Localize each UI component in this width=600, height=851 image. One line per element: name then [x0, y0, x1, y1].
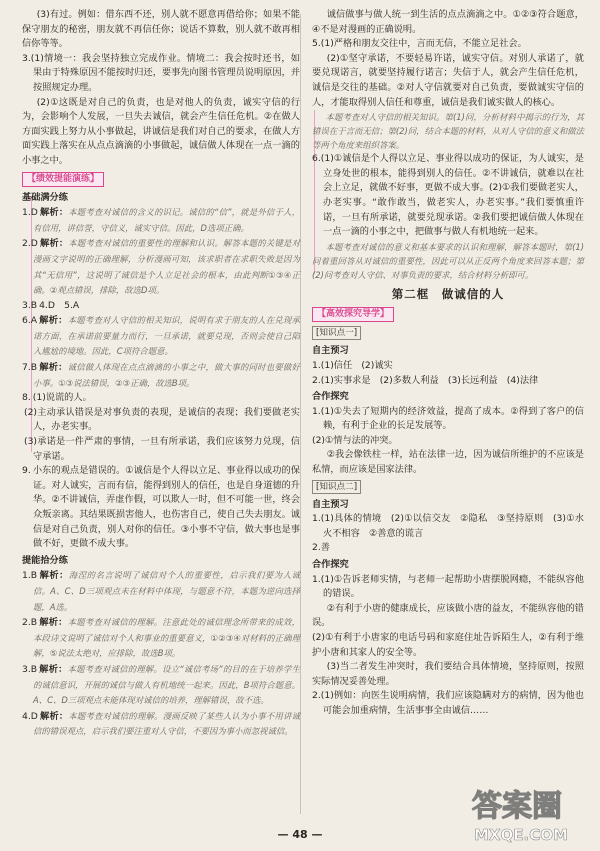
knowledge-point-label: [知识点二]: [312, 480, 361, 494]
section-heading: 第二框 做诚信的人: [391, 286, 505, 301]
watermark-site: MXQE.COM: [474, 826, 568, 844]
section-tag: 【高效探究导学】: [312, 307, 394, 322]
answer-text: 本题考查对诚信的重要性的理解和认识。解答本题的关键是对漫画文字说明的正确理解，分析漫画可知，该求职者在求职失败是因为其“无信用”，这说明了诚信是个人立足社会的根本，由此判断①③④正确。②观点错误，排除，故选D项。: [33, 238, 301, 296]
answer-text: 小东的观点是错误的。①诚信是个人得以立足、事业得以成功的保证。对人诚实，言而有信，能得到别人的信任，也是自身道德的升华。②不讲诚信，弄虚作假，可以欺人一时，但不可能一世，终会众叛亲离。其结果既损害他人，也伤害自己，使自己失去朋友。诚信是对自己负责，别人对你的信任。③小事不守信，做大事也是事做不好，更做不成大事。: [32, 465, 300, 550]
analysis-text: 本题考查对人守信的相关知识。第(1)问，分析材料中揭示的行为，其错误在于言而无信；第(2)问，结合本题的材料，从对人守信的意义和做法等两个角度来组织答案。: [312, 112, 584, 151]
answer-item: [22, 406, 300, 435]
paragraph: 2.(1)实事求是 (2)多数人利益 (3)长远利益 (4)法律: [312, 374, 539, 386]
answer-text: 本题考查对诚信的理解。设立“诚信考场”的目的在于培养学生的诚信意识，开展的诚信与做人有机地统一起来。因此，B项符合题意。A、C、D三项观点未能体现对诚信的培养，理解错误，故不选。: [33, 663, 301, 706]
analysis-label: 解析：: [39, 570, 69, 582]
advance-answer-list: [22, 568, 300, 740]
answer-item: [22, 236, 300, 298]
answer-text: 本题考查对诚信的含义的识记。诚信的“信”，就是外信于人，有信用，讲信誉，守信义，诚实守信。因此，D选项正确。: [33, 207, 300, 233]
basic-answer-list: [22, 205, 300, 552]
answer-number: 1.D: [22, 207, 38, 219]
answer-item: [22, 360, 300, 391]
column-divider: [300, 14, 301, 814]
answer-text: 诚信做人体现在点点滴滴的小事之中，做大事的同时也要做好小事。①③说法错误，②③正确，故选B项。: [33, 362, 301, 388]
paragraph: ②我会像铁柱一样，站在法律一边，因为诚信所维护的不应该是私情，而应该是国家法律。: [312, 449, 584, 476]
paragraph: 1.(1)①失去了短期内的经济效益，提高了成本。②得到了客户的信赖，有利于企业的长足发展等。: [312, 405, 584, 432]
subsection-title: 提能拾分练: [22, 554, 68, 566]
paragraph: 诚信做事与做人统一到生活的点点滴滴之中。①②③符合题意，④不是对漫画的正确说明。: [312, 9, 584, 35]
answer-text: 本题考查对人守信的相关知识，说明有求于朋友的人在兑现承诺方面，在承诺前要量力而行，一旦承诺，就要兑现，否则会使自己陷入尴尬的境地。因此，C项符合题意。: [33, 315, 301, 357]
answer-number: 4.D: [22, 710, 38, 722]
answer-number: 3.B: [22, 663, 38, 675]
subsection-title: 基础满分练: [22, 191, 68, 203]
watermark-icon: [472, 789, 562, 824]
answer-text: (3)承诺是一件严肃的事情，一旦有所承诺，我们应该努力兑现，信守承诺。: [24, 436, 300, 462]
paragraph: 2.(1)例如：向医生说明病情，我们应该隐瞒对方的病情，因为他也可能会加重病情，生活事事全由诚信……: [312, 690, 584, 716]
answer-text: (2)主动承认错误是对事负责的表现，是诚信的表现；我们要做老实人，办老实事。: [24, 406, 300, 433]
answer-item: [22, 313, 300, 360]
section-tag: 【绩效提能演练】: [22, 172, 104, 187]
answer-item: [22, 615, 300, 662]
subsection-title: 自主预习: [312, 498, 349, 510]
answer-text: 本题考查对诚信的理解。注意此处的诚信理念所带来的成效，本段诗文说明了诚信对个人和事业的重要意义，①②③④对材料的正确理解，⑤说法太绝对，应排除，故选B项。: [33, 617, 301, 659]
paragraph: (3)当二者发生冲突时，我们要结合具体情境，坚持原则，按照实际情况妥善处理。: [312, 661, 584, 687]
subsection-title: 自主预习: [312, 345, 349, 357]
right-column: [312, 8, 584, 719]
paragraph: (3)有过。例如：借东西不还，别人就不愿意再借给你；如果不能保守朋友的秘密，朋友就不再信任你；说话不算数，别人就不敢再相信你等等。: [22, 9, 300, 50]
answer-item: [22, 709, 300, 740]
answer-item: [22, 464, 300, 552]
page-number-value: 48: [292, 828, 308, 841]
paragraph: 2.善: [312, 542, 330, 554]
answer-text: 海涅的名言说明了诚信对个人的重要性，启示我们要为人诚信。A、C、D三项观点未在材料中体现，与题意不符，本题为逆向选择题，A选。: [33, 570, 301, 612]
answer-number: 2.B: [22, 617, 38, 629]
answer-item: [22, 435, 300, 464]
answer-number: 3.B: [22, 299, 38, 311]
watermark-logo: [468, 780, 594, 846]
paragraph: (2)①情与法的冲突。: [312, 434, 398, 446]
answer-item: [22, 568, 300, 615]
paragraph: 1.(1)信任 (2)诚实: [312, 359, 393, 371]
answer-number: 1.B: [22, 570, 38, 582]
paragraph: (2)①这既是对自己的负责，也是对他人的负责，诚实守信的行为，会影响个人发展，一旦失去诚信，就会产生信任危机。②在做人方面实践上努力从小事做起，讲诚信是我们对自己的要求，在做人方面实践上落实在从点点滴滴的小事做起，诚信做人体现在一点一滴的小事之中。: [22, 96, 300, 166]
left-column: [22, 8, 300, 740]
watermark-glyphs: 答案圈: [472, 789, 562, 824]
answer-number: 6.A: [22, 315, 38, 327]
paragraph: 5.(1)严格和朋友交往中，言而无信，不能立足社会。: [312, 38, 527, 50]
answer-text: 4.D 5.A: [39, 299, 80, 311]
paragraph: (2)①有利于小唐家的电话号码和家庭住址告诉陌生人，②有利于维护小唐和其家人的安全等。: [312, 632, 584, 658]
subsection-title: 合作探究: [312, 559, 349, 571]
paragraph: (2)①坚守承诺，不要轻易许诺，诚实守信。对别人承诺了，就要兑现诺言，就要坚持履行诺言；失信于人，就会产生信任危机，诚信是交往的基础。②对人守信就要对自己负责，要做诚实守信的人，才能取得别人信任和尊重，诚信是我们诚实做人的核心。: [312, 52, 584, 108]
analysis-label: 解析：: [39, 362, 68, 374]
analysis-label: 解析：: [39, 663, 68, 675]
answer-text: 本题考查对诚信的理解。漫画反映了某些人认为小事不用讲诚信的错误观点，启示我们要注重对人守信，不要因为事小而忽视诚信。: [33, 710, 301, 737]
paragraph: ②有利于小唐的健康成长，应该做小唐的益友，不能纵容他的错误。: [312, 602, 584, 629]
analysis-label: 解析：: [39, 238, 69, 250]
answer-number: 2.D: [22, 238, 38, 250]
paragraph: 3.(1)情境一：我会坚持独立完成作业。情境二：我会按时还书，如果由于特殊原因不能按时归还，要事先向图书管理员说明原因，并按照规定办理。: [22, 52, 300, 93]
analysis-text: 本题考查对诚信的意义和基本要求的认识和理解，解答本题时，第(1)问着重回答从对诚信的重要性，因此可以从正反两个角度来回答本题；第(2)问考查对人守信、对事负责的要求，结合材料分析即可。: [312, 241, 584, 280]
answer-number: 9.: [22, 465, 31, 477]
answer-item: [22, 662, 300, 709]
subsection-title: 合作探究: [312, 391, 349, 403]
analysis-label: 解析：: [39, 315, 68, 327]
knowledge-point-label: [知识点一]: [312, 326, 361, 340]
answer-item: [22, 391, 300, 406]
answer-text: (1)说谎的人。: [32, 392, 92, 404]
answer-number: 8.: [22, 392, 31, 404]
answer-item: [22, 299, 300, 314]
analysis-label: 解析：: [39, 710, 69, 722]
answer-item: [22, 205, 300, 236]
page-number: — 48 —: [277, 828, 323, 841]
paragraph: 1.(1)具体的情境 (2)①以信交友 ②隐私 ③坚持原则 (3)①水火不相容 ②善意的谎言: [312, 513, 584, 539]
analysis-label: 解析：: [39, 617, 68, 629]
answer-number: 7.B: [22, 362, 38, 374]
paragraph: 6.(1)①诚信是个人得以立足、事业得以成功的保证，为人诚实，是立身处世的根本，能得到别人的信任。②不讲诚信，就难以在社会上立足，就做不好事，更做不成大事。(2)①我们要做老实人，办老实事。“敢作敢当，做老实人，办老实事。”我们要慎重许诺，一旦有所承诺，就要兑现承诺。②我们要把诚信做人体现在一点一滴的小事之中，把做事与做人有机地统一起来。: [312, 153, 584, 238]
paragraph: 1.(1)①告诉老师实情，与老师一起帮助小唐摆脱网瘾，不能纵容他的错误。: [312, 573, 584, 600]
analysis-label: 解析：: [39, 207, 69, 219]
